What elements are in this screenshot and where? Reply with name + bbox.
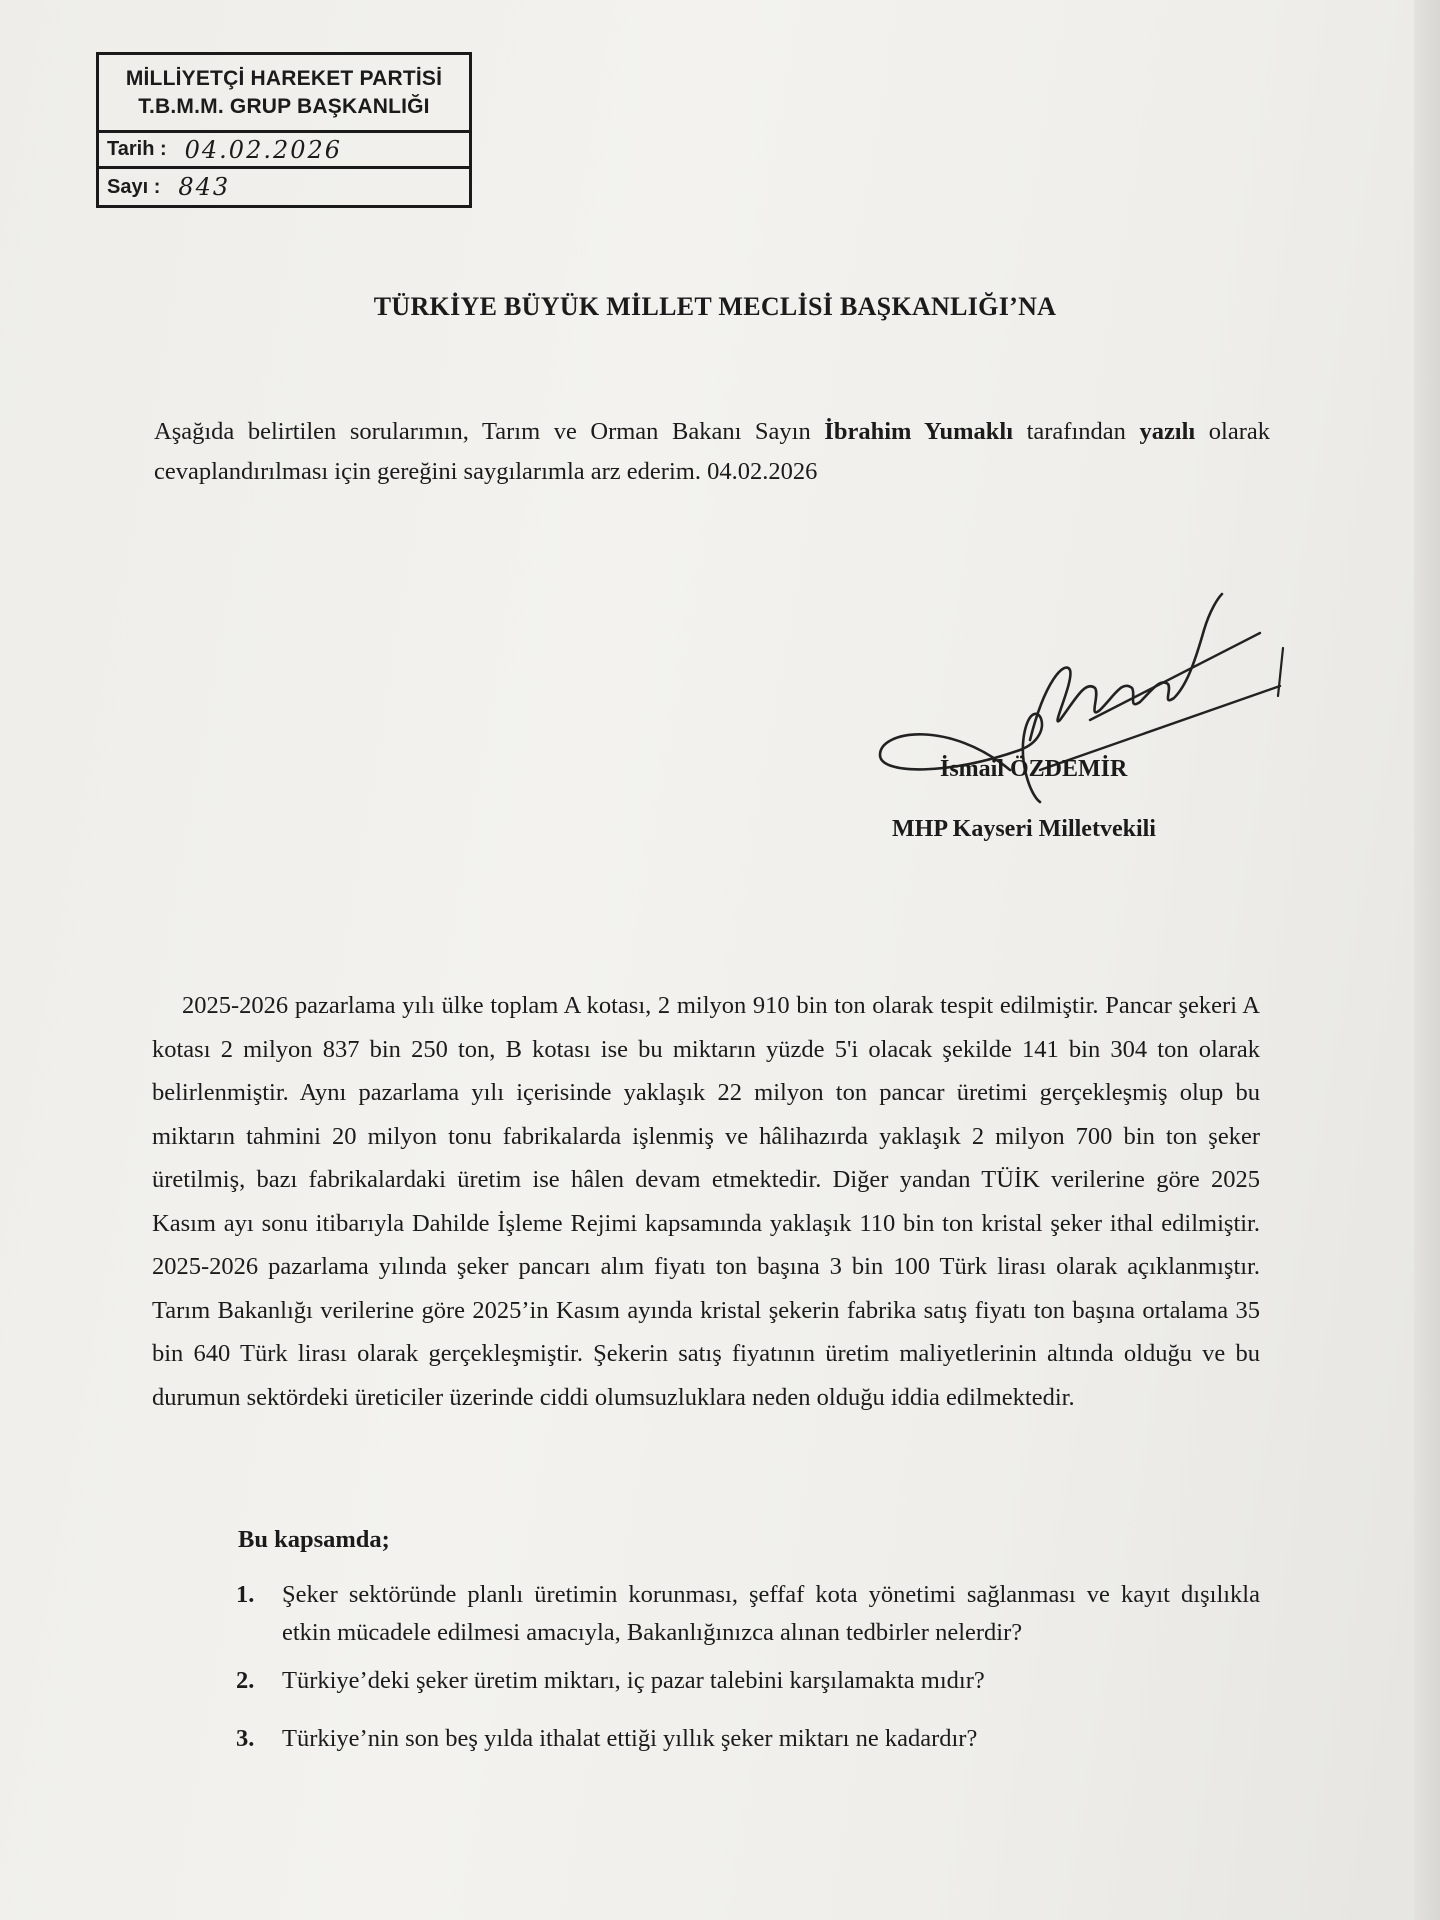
question-number: 2. (236, 1667, 255, 1694)
body-paragraph: 2025-2026 pazarlama yılı ülke toplam A kotası, 2 milyon 910 bin ton olarak tespit edilmiştir. Pancar şekeri A kotası 2 milyon 837 bin 250 ton, B kotası ise bu miktarın yüzde 5'i olacak şekilde 141 bin 304 ton olarak belirlenmiştir. Aynı pazarlama yılı içerisinde yaklaşık 22 milyon ton pancar üretimi gerçekleşmiş olup bu miktarın tahmini 20 milyon tonu fabrikalarda işlenmiş ve hâlihazırda yaklaşık 2 milyon 700 bin ton şeker üretilmiş, bazı fabrikalardaki üretim ise hâlen devam etmektedir. Diğer yandan TÜİK verilerine göre 2025 Kasım ayı sonu itibarıyla Dahilde İşleme Rejimi kapsamında yaklaşık 110 bin ton kristal şeker ithal edilmiştir. 2025-2026 pazarlama yılında şeker pancarı alım fiyatı ton başına 3 bin 100 Türk lirası olarak açıklanmıştır. Tarım Bakanlığı verilerine göre 2025’in Kasım ayında kristal şekerin fabrika satış fiyatı ton başına ortalama 35 bin 640 Türk lirası olarak gerçekleşmiştir. Şekerin satış fiyatının üretim maliyetlerinin altında olduğu ve bu durumun sektördeki üreticiler üzerinde ciddi olumsuzluklara neden olduğu iddia edilmektedir. (152, 992, 1260, 1411)
stamp-header (99, 55, 469, 133)
signatory-name: İsmail ÖZDEMİR (940, 756, 1128, 782)
question-item (236, 1662, 1260, 1700)
question-text: Türkiye’nin son beş yılda ithalat ettiği yıllık şeker miktarı ne kadardır? (282, 1725, 978, 1752)
minister-name: İbrahim Yumaklı (824, 418, 1014, 445)
paper-edge (1414, 0, 1440, 1920)
stamp-date-label: Tarih : (107, 138, 167, 160)
question-text: Şeker sektöründe planlı üretimin korunması, şeffaf kota yönetimi sağlanması ve kayıt dışılıkla etkin mücadele edilmesi amacıyla, Bakanlığınızca alınan tedbirler nelerdir? (282, 1581, 1260, 1646)
stamp-number-label: Sayı : (107, 175, 161, 198)
stamp-number-value: 843 (178, 173, 231, 201)
question-list (236, 1576, 1260, 1768)
question-item (236, 1576, 1260, 1652)
intro-text-2: tarafından (1013, 418, 1140, 445)
question-number: 3. (236, 1725, 255, 1752)
intro-text-1: Aşağıda belirtilen sorularımın, Tarım ve Orman Bakanı Sayın (154, 418, 825, 445)
scope-label: Bu kapsamda; (238, 1526, 390, 1553)
signatory-title: MHP Kayseri Milletvekili (892, 816, 1156, 842)
stamp-date-row (99, 133, 469, 169)
stamp-number-row (99, 169, 469, 205)
stamp-date-value: 04.02.2026 (184, 135, 343, 164)
question-text: Türkiye’deki şeker üretim miktarı, iç pazar talebini karşılamakta mıdır? (282, 1667, 985, 1694)
document-heading: TÜRKİYE BÜYÜK MİLLET MECLİSİ BAŞKANLIĞI’NA (373, 292, 1057, 321)
party-stamp (96, 52, 472, 208)
question-number: 1. (236, 1581, 255, 1608)
intro-text-3: olarak cevaplandırılması için gereğini saygılarımla arz ederim. 04.02.2026 (154, 418, 1270, 485)
intro-paragraph (154, 412, 1270, 492)
stamp-group-name: T.B.M.M. GRUP BAŞKANLIĞI (138, 95, 430, 118)
written-word: yazılı (1139, 418, 1196, 445)
question-item (236, 1720, 1260, 1758)
stamp-party-name: MİLLİYETÇİ HAREKET PARTİSİ (125, 67, 443, 90)
